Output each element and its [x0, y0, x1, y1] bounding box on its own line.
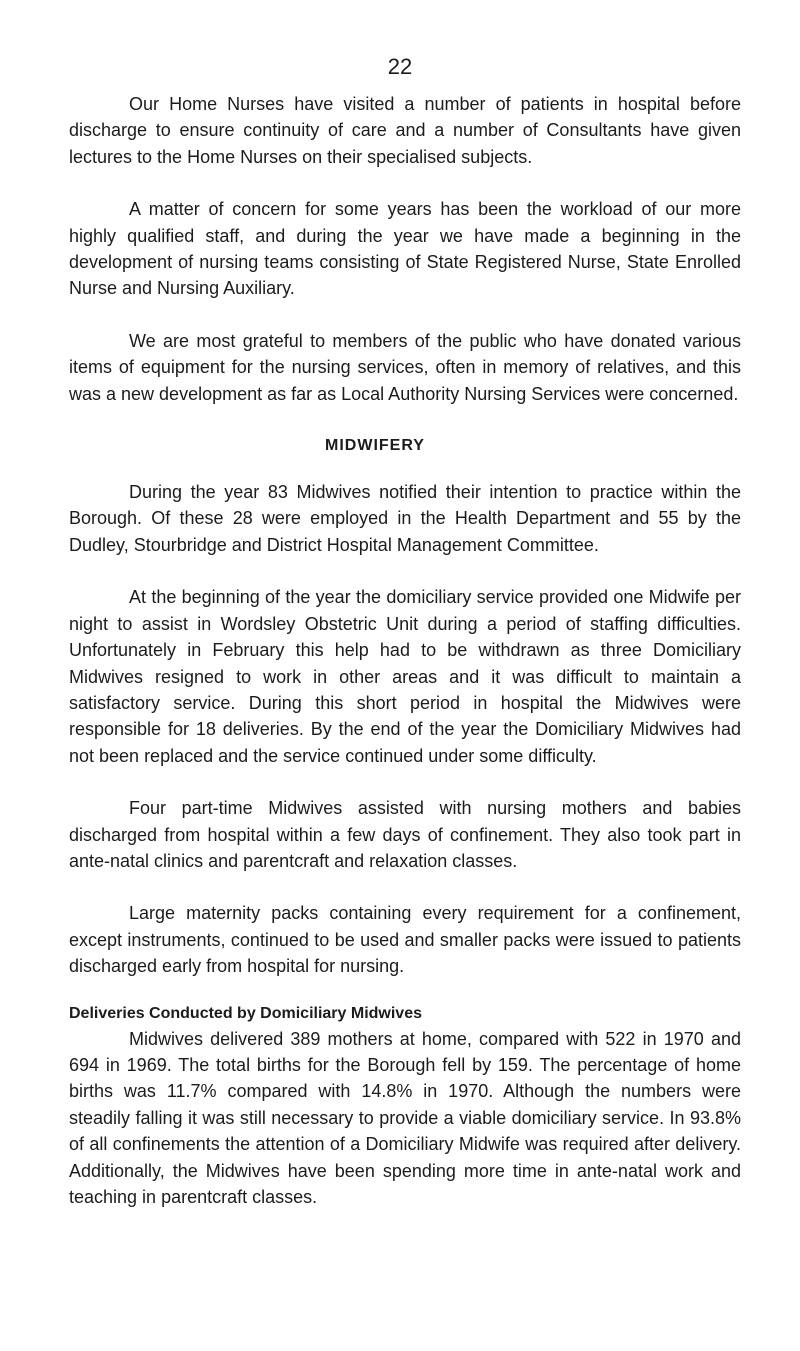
- midwifery-paragraph-4: Large maternity packs containing every requirement for a confinement, except instruments, continued to be used and smaller packs were issued to patients discharged early from hospital for nursing.: [69, 903, 741, 977]
- intro-paragraph-2: A matter of concern for some years has been the workload of our more highly qualified staff, and during the year we have made a beginning in the development of nursing teams consisting of State Registered Nurse, State Enrolled Nurse and Nursing Auxiliary.: [69, 199, 741, 299]
- midwifery-paragraph-1: During the year 83 Midwives notified their intention to practice within the Borough. Of these 28 were employed in the Health Department and 55 by the Dudley, Stourbridge and District Hospital Management Committee.: [69, 482, 741, 555]
- page-content: [69, 91, 741, 1210]
- intro-paragraph-3: We are most grateful to members of the public who have donated various items of equipment for the nursing services, often in memory of relatives, and this was a new development as far as Local Authority Nursing Services were concerned.: [69, 330, 741, 404]
- midwifery-heading: MIDWIFERY: [325, 437, 425, 455]
- page-number: 22: [387, 54, 413, 79]
- midwifery-paragraph-3: Four part-time Midwives assisted with nursing mothers and babies discharged from hospital within a few days of confinement. They also took part in ante-natal clinics and parentcraft and relaxation classes.: [69, 798, 741, 871]
- intro-paragraph-1: Our Home Nurses have visited a number of patients in hospital before discharge to ensure continuity of care and a number of Consultants have given lectures to the Home Nurses on their specialised subjects.: [69, 94, 741, 167]
- deliveries-heading: Deliveries Conducted by Domiciliary Midwives: [69, 1004, 422, 1022]
- deliveries-paragraph: Midwives delivered 389 mothers at home, compared with 522 in 1970 and 694 in 1969. The total births for the Borough fell by 159. The percentage of home births was 11.7% compared with 14.8% in 1970. Although the numbers were steadily falling it was still necessary to provide a viable domiciliary service. In 93.8% of all confinements the attention of a Domiciliary Midwife was required after delivery. Additionally, the Midwives have been spending more time in ante-natal work and teaching in parentcraft classes.: [69, 1028, 741, 1207]
- midwifery-paragraph-2: At the beginning of the year the domiciliary service provided one Midwife per night to assist in Wordsley Obstetric Unit during a period of staffing difficulties. Unfortunately in February this help had to be withdrawn as three Domiciliary Midwives resigned to work in other areas and it was difficult to maintain a satisfactory service. During this short period in hospital the Midwives were responsible for 18 deliveries. By the end of the year the Domiciliary Midwives had not been replaced and the service continued under some difficulty.: [69, 587, 741, 766]
